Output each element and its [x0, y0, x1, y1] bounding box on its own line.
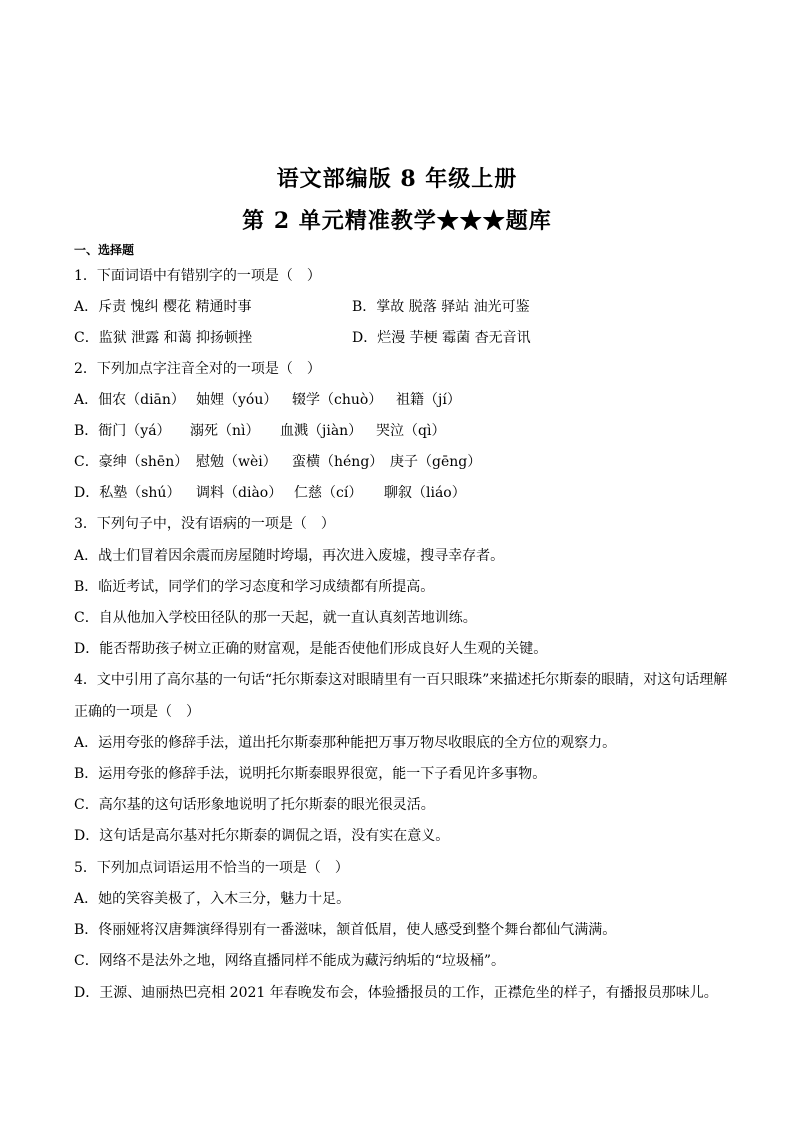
pinyin-item: 妯娌（yóu） — [196, 392, 278, 408]
question-3-stem: 3．下列句子中，没有语病的一项是（ ） — [74, 516, 335, 532]
question-3-option-c: C．自从他加入学校田径队的那一天起，就一直认真刻苦地训练。 — [74, 610, 477, 626]
question-4-stem: 4．文中引用了高尔基的一句话“托尔斯泰这对眼睛里有一百只眼珠”来描述托尔斯泰的眼睛，对这句话理解 — [74, 672, 728, 688]
pinyin-item: 蛮横（héng） — [292, 454, 384, 470]
question-1-stem: 1．下面词语中有错别字的一项是（ ） — [74, 268, 321, 284]
question-4-option-b: B．运用夸张的修辞手法，说明托尔斯泰眼界很宽，能一下子看见许多事物。 — [74, 766, 547, 782]
question-3-option-b: B．临近考试，同学们的学习态度和学习成绩都有所提高。 — [74, 579, 435, 595]
question-1-option-b: B．掌故 脱落 驿站 油光可鉴 — [352, 299, 530, 315]
question-5-option-b: B．佟丽娅将汉唐舞演绎得别有一番滋味，颔首低眉，使人感受到整个舞台都仙气满满。 — [74, 922, 617, 938]
question-4-stem-cont: 正确的一项是（ ） — [74, 704, 200, 720]
pinyin-item: 庚子（gēng） — [390, 454, 482, 470]
question-4-option-c: C．高尔基的这句话形象地说明了托尔斯泰的眼光很灵活。 — [74, 797, 435, 813]
question-1-option-c: C．监狱 泄露 和蔼 抑扬顿挫 — [74, 330, 253, 346]
pinyin-item: 血溅（jiàn） — [280, 423, 363, 439]
pinyin-item: 慰勉（wèi） — [196, 454, 277, 470]
question-2-stem: 2．下列加点字注音全对的一项是（ ） — [74, 361, 321, 377]
question-1-option-a: A．斥责 愧纠 樱花 精通时事 — [74, 299, 252, 315]
pinyin-item: C．豪绅（shēn） — [74, 454, 189, 470]
pinyin-item: A．佃农（diān） — [74, 392, 185, 408]
pinyin-item: 聊叙（liáo） — [384, 485, 466, 501]
pinyin-item: 溺死（nì） — [190, 423, 260, 439]
question-3-option-d: D．能否帮助孩子树立正确的财富观，是能否使他们形成良好人生观的关键。 — [74, 641, 548, 657]
pinyin-item: 辍学（chuò） — [292, 392, 383, 408]
question-2-option-a — [74, 390, 461, 410]
question-2-option-b — [74, 421, 445, 441]
question-2-option-d — [74, 483, 466, 503]
question-5-option-a: A．她的笑容美极了，入木三分，魅力十足。 — [74, 891, 351, 907]
question-3-option-a: A．战士们冒着因余震而房屋随时垮塌，再次进入废墟，搜寻幸存者。 — [74, 548, 505, 564]
question-4-option-d: D．这句话是高尔基对托尔斯泰的调侃之语，没有实在意义。 — [74, 828, 450, 844]
section-heading: 一、选择题 — [74, 243, 135, 257]
question-4-option-a: A．运用夸张的修辞手法，道出托尔斯泰那种能把万事万物尽收眼底的全方位的观察力。 — [74, 735, 617, 751]
question-5-option-d: D．王源、迪丽热巴亮相 2021 年春晚发布会，体验播报员的工作，正襟危坐的样子，有播报员那味儿。 — [74, 985, 718, 1001]
question-5-stem: 5．下列加点词语运用不恰当的一项是（ ） — [74, 860, 349, 876]
pinyin-item: 调料（diào） — [196, 485, 283, 501]
question-2-option-c — [74, 452, 481, 472]
question-5-option-c: C．网络不是法外之地，网络直播同样不能成为藏污纳垢的“垃圾桶”。 — [74, 953, 506, 969]
pinyin-item: 祖籍（jí） — [396, 392, 461, 408]
pinyin-item: D．私塾（shú） — [74, 485, 181, 501]
pinyin-item: 仁慈（cí） — [294, 485, 363, 501]
pinyin-item: 哭泣（qì） — [376, 423, 446, 439]
document-title: 语文部编版 8 年级上册 — [276, 166, 518, 192]
pinyin-item: B．衙门（yá） — [74, 423, 171, 439]
question-1-option-d: D．烂漫 芋梗 霉菌 杳无音讯 — [352, 330, 531, 346]
document-subtitle: 第 2 单元精准教学★★★题库 — [242, 208, 552, 234]
